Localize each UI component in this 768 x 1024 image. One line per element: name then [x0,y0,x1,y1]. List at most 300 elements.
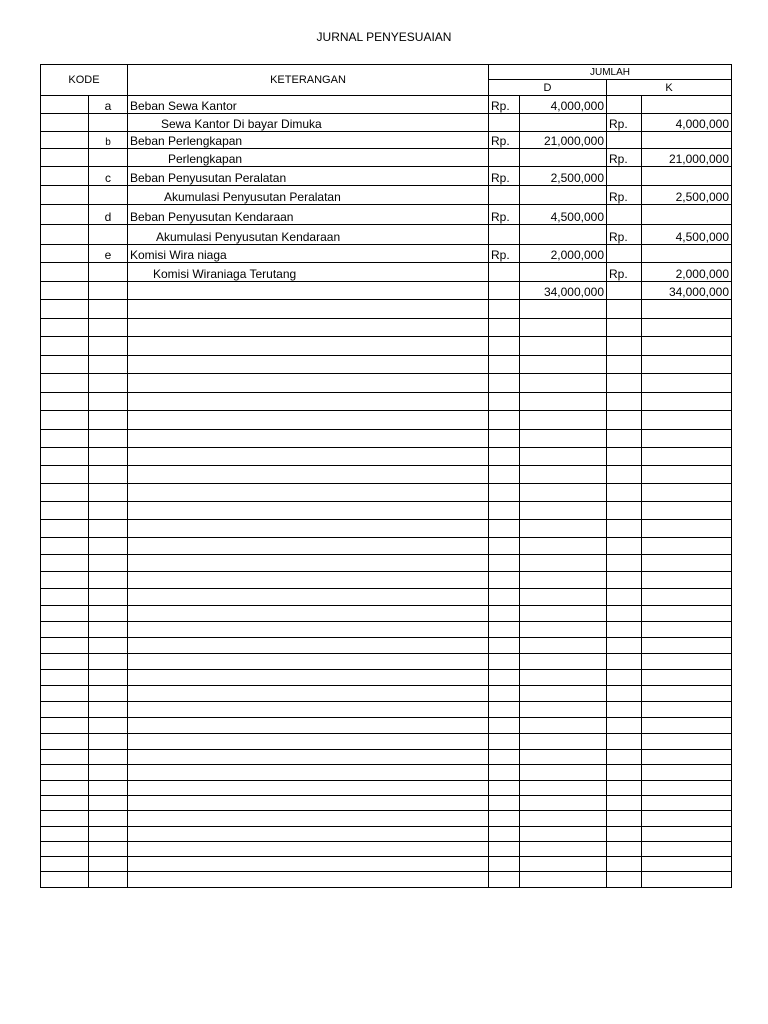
empty-cell [607,538,642,555]
empty-cell [128,411,489,430]
empty-row [41,811,732,827]
empty-cell [489,520,520,538]
empty-cell [89,718,128,734]
empty-cell [489,374,520,393]
empty-cell [128,337,489,356]
empty-cell [41,765,89,781]
empty-row [41,484,732,502]
empty-cell [128,857,489,872]
blank-cell [607,282,642,300]
empty-cell [642,670,732,686]
empty-cell [489,654,520,670]
empty-cell [89,638,128,654]
empty-row [41,622,732,638]
kredit-currency: Rp. [607,149,642,167]
empty-cell [520,734,607,750]
entry-desc: Beban Penyusutan Kendaraan [128,205,489,225]
empty-cell [128,572,489,589]
empty-cell [489,765,520,781]
empty-cell [607,337,642,356]
empty-cell [41,622,89,638]
empty-cell [520,411,607,430]
blank-cell [41,96,89,114]
empty-cell [128,555,489,572]
empty-cell [607,466,642,484]
blank-cell [128,282,489,300]
empty-cell [128,811,489,827]
empty-cell [41,411,89,430]
debit-currency: Rp. [489,167,520,186]
empty-cell [41,466,89,484]
empty-cell [642,842,732,857]
table-row [41,132,732,149]
empty-cell [89,670,128,686]
empty-cell [489,750,520,765]
header-jumlah: JUMLAH [489,65,732,80]
kredit-currency: Rp. [607,263,642,282]
entry-desc: Perlengkapan [128,149,489,167]
empty-row [41,765,732,781]
kredit-currency [607,96,642,114]
table-row [41,167,732,186]
debit-currency: Rp. [489,96,520,114]
empty-cell [607,589,642,606]
empty-cell [607,374,642,393]
empty-cell [128,765,489,781]
empty-cell [607,702,642,718]
debit-amount: 4,500,000 [520,205,607,225]
empty-cell [520,502,607,520]
empty-cell [607,520,642,538]
empty-cell [489,811,520,827]
empty-cell [520,356,607,374]
empty-cell [128,781,489,796]
empty-cell [41,430,89,448]
kredit-currency [607,205,642,225]
empty-cell [520,337,607,356]
empty-cell [89,393,128,411]
empty-cell [642,502,732,520]
empty-cell [642,337,732,356]
entry-code: b [89,132,128,149]
empty-cell [128,466,489,484]
empty-cell [607,781,642,796]
empty-cell [41,811,89,827]
empty-row [41,356,732,374]
empty-cell [642,622,732,638]
empty-cell [489,857,520,872]
empty-cell [41,589,89,606]
empty-cell [41,502,89,520]
empty-cell [520,606,607,622]
entry-code: e [89,245,128,263]
empty-cell [89,686,128,702]
empty-cell [520,796,607,811]
empty-cell [642,654,732,670]
empty-row [41,374,732,393]
empty-cell [41,319,89,337]
empty-cell [89,622,128,638]
empty-cell [642,538,732,555]
empty-cell [489,827,520,842]
empty-cell [489,670,520,686]
empty-cell [642,872,732,888]
empty-cell [41,857,89,872]
empty-cell [520,765,607,781]
empty-cell [41,796,89,811]
totals-row [41,282,732,300]
empty-cell [489,796,520,811]
empty-cell [89,448,128,466]
debit-amount [520,114,607,132]
empty-cell [128,606,489,622]
journal-table [40,64,732,888]
blank-cell [41,225,89,245]
table-row [41,225,732,245]
blank-cell [41,205,89,225]
empty-cell [489,555,520,572]
empty-cell [607,654,642,670]
empty-row [41,670,732,686]
entry-desc: Komisi Wiraniaga Terutang [128,263,489,282]
empty-cell [128,750,489,765]
kredit-amount [642,245,732,263]
empty-cell [607,670,642,686]
empty-cell [607,555,642,572]
entry-desc: Beban Penyusutan Peralatan [128,167,489,186]
debit-currency [489,114,520,132]
empty-cell [41,300,89,319]
empty-cell [89,842,128,857]
empty-cell [642,734,732,750]
empty-cell [520,638,607,654]
empty-cell [489,448,520,466]
blank-cell [41,282,89,300]
kredit-currency: Rp. [607,114,642,132]
empty-cell [89,374,128,393]
empty-cell [520,538,607,555]
empty-cell [89,857,128,872]
total-kredit: 34,000,000 [642,282,732,300]
empty-cell [489,393,520,411]
empty-row [41,337,732,356]
kredit-currency: Rp. [607,225,642,245]
empty-cell [520,622,607,638]
empty-cell [607,572,642,589]
entry-code: a [89,96,128,114]
table-row [41,245,732,263]
empty-cell [642,466,732,484]
empty-cell [128,686,489,702]
entry-code: c [89,167,128,186]
empty-cell [607,393,642,411]
empty-row [41,702,732,718]
kredit-amount: 2,000,000 [642,263,732,282]
empty-cell [41,606,89,622]
empty-cell [607,872,642,888]
empty-cell [520,857,607,872]
table-row [41,263,732,282]
empty-row [41,796,732,811]
empty-cell [128,484,489,502]
empty-row [41,411,732,430]
empty-cell [520,555,607,572]
empty-cell [642,572,732,589]
empty-cell [41,734,89,750]
empty-cell [489,589,520,606]
kredit-currency: Rp. [607,186,642,205]
empty-cell [520,430,607,448]
empty-cell [489,466,520,484]
empty-cell [607,765,642,781]
empty-row [41,319,732,337]
debit-amount [520,263,607,282]
empty-cell [520,686,607,702]
empty-cell [642,686,732,702]
debit-amount: 2,500,000 [520,167,607,186]
empty-cell [89,589,128,606]
empty-cell [489,606,520,622]
empty-cell [520,670,607,686]
entry-code [89,225,128,245]
empty-cell [41,750,89,765]
entry-desc: Sewa Kantor Di bayar Dimuka [128,114,489,132]
empty-cell [520,750,607,765]
empty-row [41,393,732,411]
empty-cell [520,466,607,484]
debit-amount [520,149,607,167]
debit-currency [489,225,520,245]
empty-cell [642,857,732,872]
empty-cell [642,300,732,319]
entry-code [89,263,128,282]
table-row [41,114,732,132]
empty-row [41,555,732,572]
empty-cell [89,502,128,520]
empty-cell [520,484,607,502]
entry-code [89,186,128,205]
empty-cell [128,796,489,811]
empty-cell [607,502,642,520]
empty-cell [41,520,89,538]
empty-cell [128,827,489,842]
empty-cell [41,374,89,393]
empty-cell [642,411,732,430]
empty-cell [607,606,642,622]
empty-cell [41,356,89,374]
blank-cell [41,186,89,205]
header-keterangan: KETERANGAN [128,65,489,96]
empty-cell [89,319,128,337]
kredit-currency [607,167,642,186]
table-row [41,96,732,114]
empty-cell [489,702,520,718]
entry-desc: Beban Sewa Kantor [128,96,489,114]
entry-code [89,114,128,132]
empty-cell [89,872,128,888]
empty-cell [520,718,607,734]
empty-cell [41,448,89,466]
empty-cell [41,842,89,857]
empty-cell [520,872,607,888]
blank-cell [41,149,89,167]
empty-cell [128,356,489,374]
kredit-amount [642,96,732,114]
empty-cell [89,411,128,430]
empty-row [41,502,732,520]
empty-cell [89,734,128,750]
table-row [41,205,732,225]
empty-cell [41,572,89,589]
kredit-amount [642,132,732,149]
empty-cell [128,654,489,670]
empty-cell [489,300,520,319]
empty-cell [41,827,89,842]
empty-row [41,606,732,622]
debit-amount: 21,000,000 [520,132,607,149]
debit-currency: Rp. [489,132,520,149]
empty-cell [41,337,89,356]
empty-cell [89,827,128,842]
empty-cell [520,827,607,842]
empty-cell [520,654,607,670]
empty-cell [89,796,128,811]
empty-cell [489,337,520,356]
empty-cell [489,734,520,750]
empty-cell [607,356,642,374]
empty-cell [489,781,520,796]
empty-cell [607,319,642,337]
blank-cell [41,245,89,263]
empty-row [41,857,732,872]
empty-cell [642,811,732,827]
empty-cell [41,686,89,702]
empty-cell [489,638,520,654]
empty-cell [607,750,642,765]
empty-cell [642,374,732,393]
empty-row [41,718,732,734]
empty-cell [642,484,732,502]
empty-cell [89,555,128,572]
empty-cell [89,520,128,538]
empty-cell [607,718,642,734]
empty-row [41,589,732,606]
empty-cell [489,718,520,734]
empty-cell [642,393,732,411]
empty-cell [489,484,520,502]
empty-row [41,734,732,750]
entry-code: d [89,205,128,225]
empty-cell [520,448,607,466]
empty-cell [41,555,89,572]
empty-cell [520,589,607,606]
header-debit: D [489,80,607,96]
blank-cell [41,167,89,186]
empty-cell [607,638,642,654]
empty-cell [642,448,732,466]
empty-cell [128,538,489,555]
debit-amount [520,225,607,245]
entry-desc: Beban Perlengkapan [128,132,489,149]
empty-row [41,686,732,702]
empty-cell [642,430,732,448]
empty-cell [642,796,732,811]
entry-desc: Akumulasi Penyusutan Kendaraan [128,225,489,245]
empty-cell [642,589,732,606]
empty-cell [520,300,607,319]
empty-cell [128,622,489,638]
empty-cell [642,319,732,337]
empty-cell [89,765,128,781]
empty-row [41,750,732,765]
empty-cell [41,781,89,796]
empty-cell [607,842,642,857]
debit-currency: Rp. [489,205,520,225]
header-kredit: K [607,80,732,96]
empty-cell [642,718,732,734]
empty-cell [128,393,489,411]
empty-cell [41,872,89,888]
empty-cell [41,538,89,555]
empty-row [41,781,732,796]
empty-cell [89,356,128,374]
debit-amount: 2,000,000 [520,245,607,263]
empty-cell [642,555,732,572]
empty-cell [489,411,520,430]
empty-cell [128,718,489,734]
empty-cell [489,872,520,888]
empty-cell [128,872,489,888]
empty-cell [41,484,89,502]
empty-cell [41,670,89,686]
empty-row [41,448,732,466]
empty-row [41,466,732,484]
empty-cell [89,538,128,555]
entry-desc: Akumulasi Penyusutan Peralatan [128,186,489,205]
header-kode: KODE [41,65,128,96]
empty-row [41,520,732,538]
empty-cell [89,781,128,796]
empty-cell [489,622,520,638]
empty-cell [520,374,607,393]
empty-cell [642,750,732,765]
empty-cell [642,781,732,796]
empty-cell [489,538,520,555]
kredit-currency [607,132,642,149]
empty-cell [489,430,520,448]
empty-cell [607,430,642,448]
blank-cell [89,282,128,300]
empty-cell [128,638,489,654]
kredit-amount: 4,000,000 [642,114,732,132]
empty-cell [41,702,89,718]
empty-row [41,572,732,589]
empty-cell [128,374,489,393]
empty-cell [607,622,642,638]
empty-cell [607,827,642,842]
empty-row [41,827,732,842]
empty-cell [89,484,128,502]
empty-row [41,430,732,448]
empty-cell [128,430,489,448]
empty-cell [89,702,128,718]
debit-amount [520,186,607,205]
empty-cell [41,638,89,654]
empty-cell [607,448,642,466]
document-title: JURNAL PENYESUAIAN [316,30,452,44]
empty-cell [489,356,520,374]
empty-cell [89,572,128,589]
